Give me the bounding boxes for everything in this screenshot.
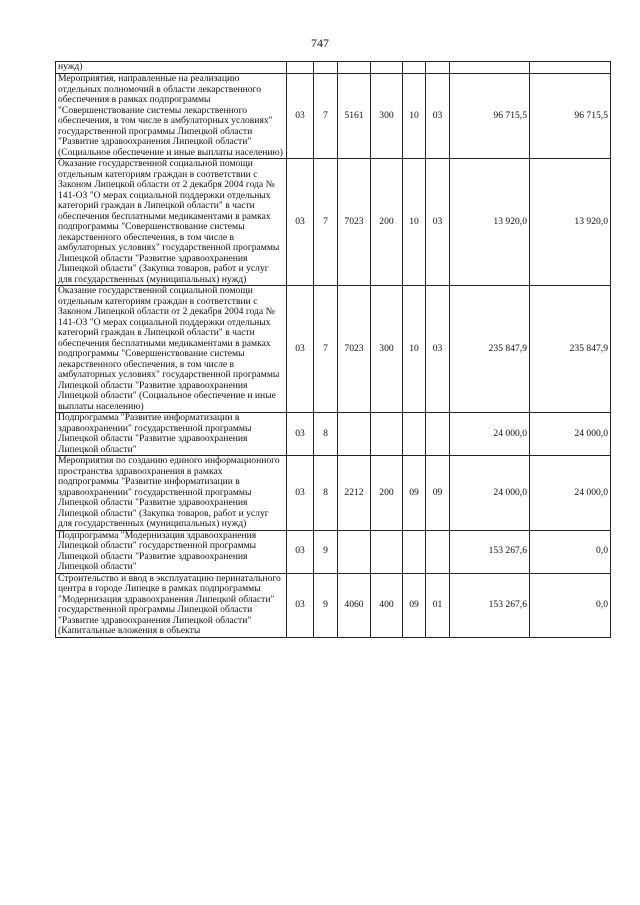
cell-code — [403, 413, 426, 456]
cell-code: 10 — [403, 159, 426, 286]
cell-amount: 24 000,0 — [450, 456, 530, 531]
cell-code: 7 — [314, 159, 338, 286]
budget-table — [55, 61, 611, 638]
cell-amount: 153 267,6 — [450, 573, 530, 637]
cell-amount: 96 715,5 — [530, 74, 611, 159]
cell-code: 03 — [426, 159, 450, 286]
cell-code: 200 — [371, 456, 403, 531]
cell-code — [403, 62, 426, 74]
table-row — [56, 413, 611, 456]
table-row — [56, 286, 611, 413]
row-description: Мероприятия по созданию единого информационного пространства здравоохранения в рамках подпрограммы "Развитие информатизации в здравоохранении" государственной программы Липецкой области "Развитие здравоохранения Липецкой области" (Закупка товаров, работ и услуг для государственных (муниципальных) нужд) — [56, 456, 287, 531]
table-row — [56, 74, 611, 159]
cell-code: 01 — [426, 573, 450, 637]
cell-amount: 235 847,9 — [450, 286, 530, 413]
cell-code — [403, 530, 426, 573]
cell-code: 09 — [426, 456, 450, 531]
cell-code: 09 — [403, 456, 426, 531]
cell-amount: 24 000,0 — [530, 456, 611, 531]
cell-code — [338, 413, 371, 456]
cell-amount: 24 000,0 — [450, 413, 530, 456]
cell-code: 4060 — [338, 573, 371, 637]
cell-code: 03 — [287, 286, 314, 413]
row-description: Подпрограмма "Модернизация здравоохранения Липецкой области" государственной программы Липецкой области "Развитие здравоохранения Липецкой области" — [56, 530, 287, 573]
cell-code: 2212 — [338, 456, 371, 531]
cell-code: 03 — [287, 530, 314, 573]
cell-amount: 24 000,0 — [530, 413, 611, 456]
table-row — [56, 573, 611, 637]
row-description: Оказание государственной социальной помощи отдельным категориям граждан в соответствии с Законом Липецкой области от 2 декабря 2004 года № 141-ОЗ "О мерах социальной поддержки отдельных категорий граждан в Липецкой области" в части обеспечения бесплатными медикаментами в рамках подпрограммы "Совершенствование системы лекарственного обеспечения, в том числе в амбулаторных условиях" государственной программы Липецкой области "Развитие здравоохранения Липецкой области" (Социальное обеспечение и иные выплаты населению) — [56, 286, 287, 413]
cell-amount: 235 847,9 — [530, 286, 611, 413]
cell-code: 03 — [287, 456, 314, 531]
cell-code: 5161 — [338, 74, 371, 159]
cell-code: 300 — [371, 74, 403, 159]
cell-code — [371, 530, 403, 573]
cell-code: 03 — [426, 74, 450, 159]
cell-amount: 0,0 — [530, 530, 611, 573]
cell-code: 10 — [403, 74, 426, 159]
table-row — [56, 159, 611, 286]
cell-code: 300 — [371, 286, 403, 413]
row-description: Мероприятия, направленные на реализацию отдельных полномочий в области лекарственного обеспечения в рамках подпрограммы "Совершенствование системы лекарственного обеспечения, в том числе в амбулаторных условиях" государственной программы Липецкой области "Развитие здравоохранения Липецкой области" (Социальное обеспечение и иные выплаты населению) — [56, 74, 287, 159]
cell-code — [314, 62, 338, 74]
cell-code: 8 — [314, 456, 338, 531]
cell-code — [371, 413, 403, 456]
cell-code: 03 — [287, 159, 314, 286]
cell-code: 03 — [287, 573, 314, 637]
cell-code: 8 — [314, 413, 338, 456]
cell-code — [426, 413, 450, 456]
cell-code — [371, 62, 403, 74]
table-row — [56, 62, 611, 74]
cell-code: 7023 — [338, 159, 371, 286]
cell-code: 9 — [314, 530, 338, 573]
row-description: Строительство и ввод в эксплуатацию перинатального центра в городе Липецке в рамках подпрограммы "Модернизация здравоохранения Липецкой области" государственной программы Липецкой области "Развитие здравоохранения Липецкой области" (Капитальные вложения в объекты — [56, 573, 287, 637]
cell-amount: 13 920,0 — [450, 159, 530, 286]
cell-code: 400 — [371, 573, 403, 637]
cell-code — [338, 62, 371, 74]
cell-code — [287, 62, 314, 74]
cell-amount: 153 267,6 — [450, 530, 530, 573]
table-row — [56, 456, 611, 531]
cell-amount — [450, 62, 530, 74]
cell-code: 03 — [287, 74, 314, 159]
cell-code: 7 — [314, 74, 338, 159]
cell-code: 03 — [426, 286, 450, 413]
table-row — [56, 530, 611, 573]
cell-code — [426, 530, 450, 573]
page-number: 747 — [311, 36, 329, 50]
cell-code — [426, 62, 450, 74]
row-description: нужд) — [56, 62, 287, 74]
cell-code: 10 — [403, 286, 426, 413]
cell-code: 03 — [287, 413, 314, 456]
cell-amount: 13 920,0 — [530, 159, 611, 286]
cell-code: 7 — [314, 286, 338, 413]
row-description: Оказание государственной социальной помощи отдельным категориям граждан в соответствии с Законом Липецкой области от 2 декабря 2004 года № 141-ОЗ "О мерах социальной поддержки отдельных категорий граждан в Липецкой области" в части обеспечения бесплатными медикаментами в рамках подпрограммы "Совершенствование системы лекарственного обеспечения, в том числе в амбулаторных условиях" государственной программы Липецкой области "Развитие здравоохранения Липецкой области" (Закупка товаров, работ и услуг для государственных (муниципальных) нужд) — [56, 159, 287, 286]
cell-code: 7023 — [338, 286, 371, 413]
cell-code: 200 — [371, 159, 403, 286]
cell-amount — [530, 62, 611, 74]
cell-code: 9 — [314, 573, 338, 637]
cell-code: 09 — [403, 573, 426, 637]
cell-amount: 96 715,5 — [450, 74, 530, 159]
cell-code — [338, 530, 371, 573]
cell-amount: 0,0 — [530, 573, 611, 637]
row-description: Подпрограмма "Развитие информатизации в здравоохранении" государственной программы Липецкой области "Развитие здравоохранения Липецкой области" — [56, 413, 287, 456]
